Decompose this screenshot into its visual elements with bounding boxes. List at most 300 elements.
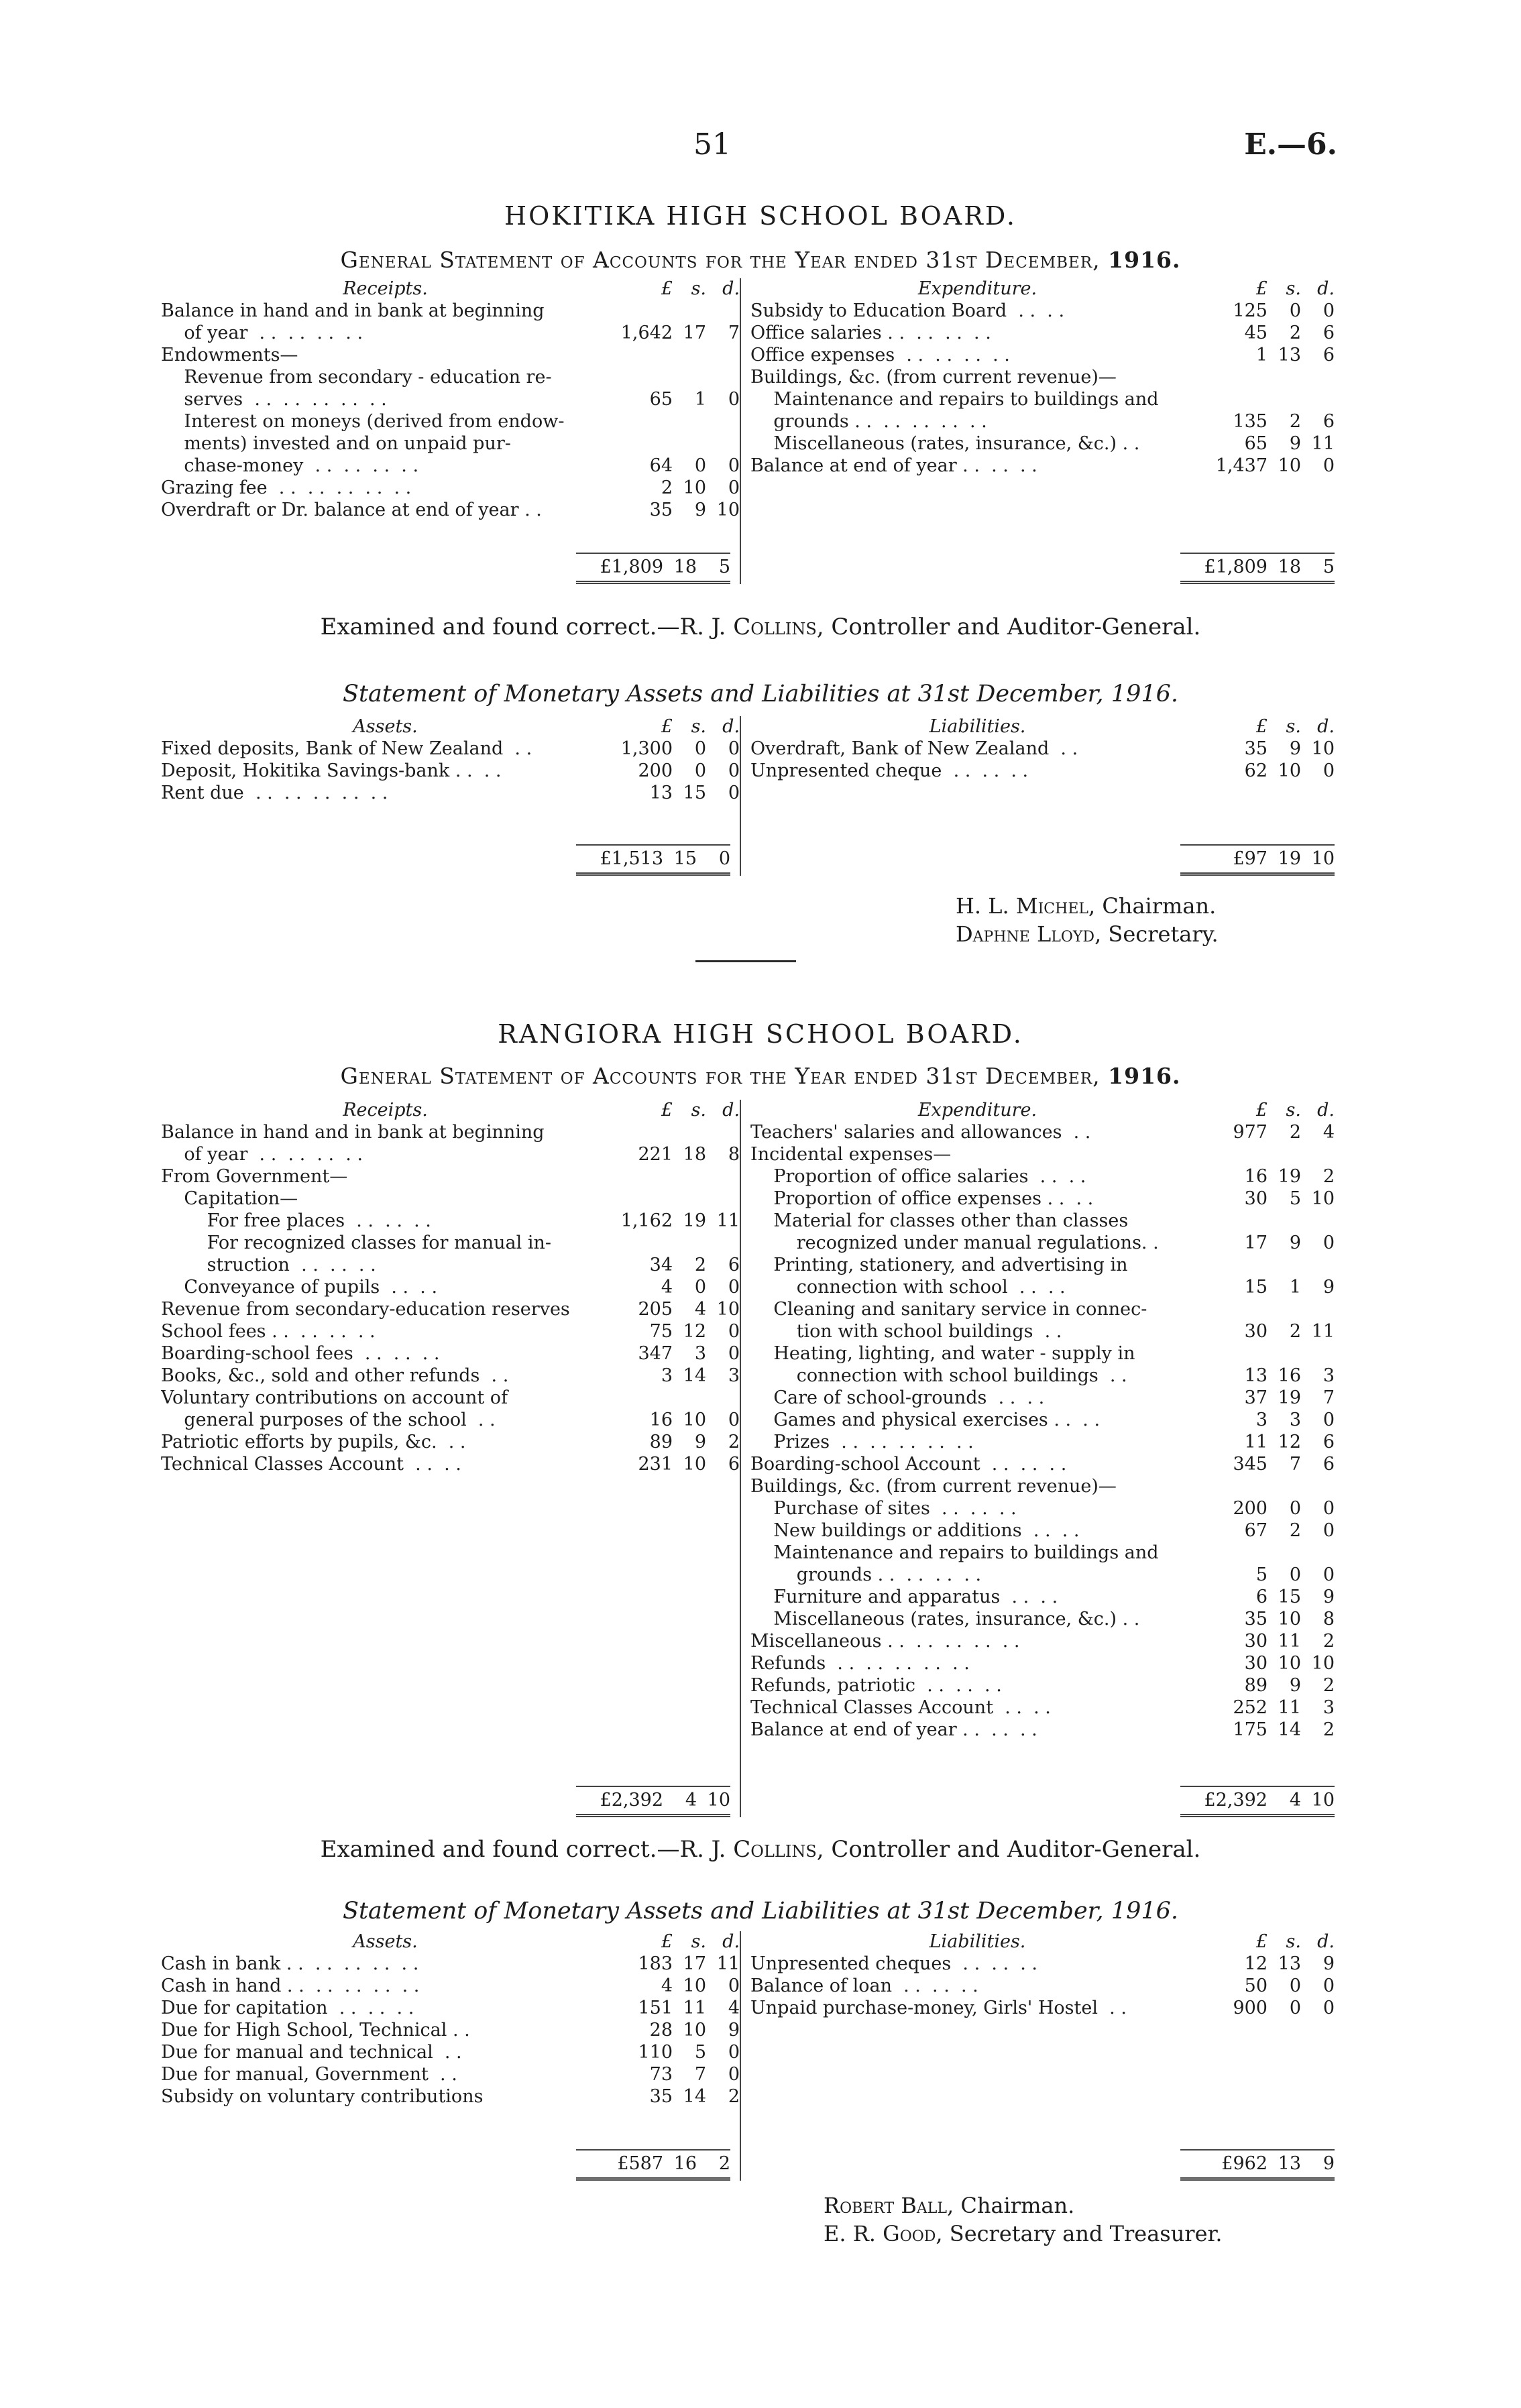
- amount-pounds: 231: [638, 1454, 673, 1475]
- line-amount: [610, 1298, 740, 1320]
- amount-pounds: 11: [1244, 1432, 1268, 1452]
- account-line: [750, 300, 1335, 322]
- line-amount: [1204, 1409, 1335, 1431]
- line-amount: [1204, 1276, 1335, 1298]
- amount-shillings: 9: [694, 500, 707, 520]
- amount-pence: 9: [1322, 1587, 1335, 1607]
- line-description: Maintenance and repairs to buildings and: [750, 389, 1159, 410]
- amount-shillings: 0: [1289, 1498, 1301, 1519]
- line-description: Cash in hand . . . . . . . . . .: [161, 1975, 420, 1996]
- account-line: [161, 344, 740, 366]
- line-amount: [610, 1276, 740, 1298]
- line-amount: [610, 1143, 740, 1165]
- amount-pounds: 64: [649, 455, 673, 476]
- hokitika-liabilities-list: [750, 738, 1335, 782]
- line-description: Balance of loan . . . . . .: [750, 1975, 978, 1996]
- amount-shillings: 10: [683, 1975, 707, 1996]
- amount-pence: 4: [1322, 1122, 1335, 1143]
- line-amount: [1204, 1719, 1335, 1741]
- account-line: [750, 1188, 1335, 1210]
- line-description: Refunds, patriotic . . . . . .: [750, 1675, 1002, 1696]
- account-line: [750, 1497, 1335, 1520]
- amount-pence: 0: [728, 389, 740, 410]
- line-amount: [1204, 1431, 1335, 1453]
- amount-pence: 0: [728, 738, 740, 759]
- amount-pounds: 30: [1244, 1321, 1268, 1342]
- account-line: [161, 1387, 740, 1409]
- line-description: Balance in hand and in bank at beginning: [161, 300, 545, 321]
- account-line: [750, 1165, 1335, 1188]
- amount-pence: 0: [1322, 1564, 1335, 1585]
- account-line: [750, 1453, 1335, 1475]
- line-description: Fixed deposits, Bank of New Zealand . .: [161, 738, 532, 759]
- rangiora-liabilities-header: Liabilities. £ s. d.: [929, 1931, 1335, 1952]
- line-description: Unpresented cheques . . . . . .: [750, 1953, 1037, 1974]
- account-line: [161, 455, 740, 477]
- amount-pence: 3: [1322, 1697, 1335, 1718]
- account-line: [750, 410, 1335, 433]
- line-description: Capitation—: [161, 1188, 298, 1209]
- amount-pence: 6: [728, 1454, 740, 1475]
- account-line: [161, 477, 740, 499]
- amount-pence: 0: [728, 783, 740, 803]
- amount-pence: 0: [1322, 1975, 1335, 1996]
- amount-shillings: 9: [1289, 738, 1301, 759]
- account-line: [161, 410, 740, 433]
- account-line: [161, 760, 740, 782]
- line-description: Games and physical exercises . . . .: [750, 1410, 1101, 1430]
- line-amount: [610, 1365, 740, 1387]
- line-amount: [1204, 322, 1335, 344]
- hokitika-subtitle-text: General Statement of Accounts for the Year ended 31st December,: [340, 247, 1101, 273]
- line-description: Rent due . . . . . . . . . .: [161, 783, 388, 803]
- account-line: [750, 1630, 1335, 1652]
- amount-pounds: 3: [1255, 1410, 1268, 1430]
- account-line: [750, 344, 1335, 366]
- rangiora-expenditure-column: [741, 1100, 1335, 1817]
- amount-shillings: 0: [694, 760, 707, 781]
- account-line: [750, 1975, 1335, 1997]
- amount-pence: 0: [728, 1410, 740, 1430]
- line-amount: [610, 2063, 740, 2085]
- amount-shillings: 5: [1289, 1188, 1301, 1209]
- amount-shillings: 0: [694, 1277, 707, 1298]
- line-description: Subsidy on voluntary contributions: [161, 2086, 484, 2107]
- account-line: [161, 1121, 740, 1143]
- line-description: Printing, stationery, and advertising in: [750, 1255, 1128, 1275]
- hokitika-assets-header: Assets. £ s. d.: [353, 716, 740, 737]
- amount-shillings: 2: [1289, 1321, 1301, 1342]
- line-amount: [1204, 1630, 1335, 1652]
- line-amount: [1204, 1188, 1335, 1210]
- line-description: Balance at end of year . . . . . .: [750, 1719, 1037, 1740]
- account-line: [750, 1586, 1335, 1608]
- amount-pence: 6: [728, 1255, 740, 1275]
- line-amount: [610, 2019, 740, 2041]
- account-line: [161, 2063, 740, 2085]
- line-description: Balance in hand and in bank at beginning: [161, 1122, 545, 1143]
- hokitika-expenditure-list: [750, 300, 1335, 477]
- amount-pence: 7: [1322, 1387, 1335, 1408]
- account-line: [161, 1188, 740, 1210]
- line-amount: [610, 782, 740, 804]
- account-line: [750, 1652, 1335, 1674]
- amount-pounds: 65: [1244, 433, 1268, 454]
- amount-pence: 6: [1322, 345, 1335, 365]
- line-description: Balance at end of year . . . . . .: [750, 455, 1037, 476]
- amount-pence: 0: [728, 1975, 740, 1996]
- line-description: Proportion of office expenses . . . .: [750, 1188, 1094, 1209]
- line-description: Buildings, &c. (from current revenue)—: [750, 1476, 1117, 1497]
- rangiora-title: RANGIORA HIGH SCHOOL BOARD.: [498, 1019, 1023, 1049]
- amount-pence: 2: [1322, 1166, 1335, 1187]
- section-divider: [695, 960, 796, 962]
- line-amount: [1204, 455, 1335, 477]
- account-line: [750, 1542, 1335, 1564]
- rangiora-assets-title: Statement of Monetary Assets and Liabilities at 31st December, 1916.: [342, 1898, 1179, 1925]
- amount-pence: 10: [1311, 1188, 1335, 1209]
- line-description: Patriotic efforts by pupils, &c. . .: [161, 1432, 466, 1452]
- amount-shillings: 0: [1289, 1998, 1301, 2018]
- account-line: [750, 1674, 1335, 1697]
- account-line: [161, 322, 740, 344]
- amount-shillings: 2: [1289, 1122, 1301, 1143]
- amount-pounds: 30: [1244, 1653, 1268, 1674]
- line-description: Books, &c., sold and other refunds . .: [161, 1365, 509, 1386]
- line-description: Technical Classes Account . . . .: [750, 1697, 1051, 1718]
- amount-pounds: 4: [661, 1277, 673, 1298]
- line-amount: [610, 1320, 740, 1342]
- amount-pence: 2: [1322, 1719, 1335, 1740]
- amount-pounds: 900: [1233, 1998, 1268, 2018]
- amount-shillings: 2: [1289, 1520, 1301, 1541]
- account-line: [750, 1997, 1335, 2019]
- line-description: Due for manual, Government . .: [161, 2064, 457, 2085]
- hokitika-liabilities-total: £97 19 10: [1180, 844, 1335, 876]
- amount-shillings: 16: [1278, 1365, 1301, 1386]
- amount-pounds: 28: [649, 2020, 673, 2041]
- line-description: Boarding-school fees . . . . . .: [161, 1343, 440, 1364]
- amount-pence: 10: [716, 500, 740, 520]
- amount-pence: 2: [1322, 1675, 1335, 1696]
- amount-pence: 0: [728, 2042, 740, 2063]
- rangiora-liabilities-total: £962 13 9: [1180, 2149, 1335, 2181]
- line-description: Revenue from secondary - education re-: [161, 367, 552, 388]
- hokitika-receipts-header: Receipts. £ s. d.: [343, 278, 740, 299]
- line-description: Due for manual and technical . .: [161, 2042, 462, 2063]
- line-description: Maintenance and repairs to buildings and: [750, 1542, 1159, 1563]
- account-line: [750, 1143, 1335, 1165]
- line-description: Boarding-school Account . . . . . .: [750, 1454, 1067, 1475]
- amount-pounds: 73: [649, 2064, 673, 2085]
- account-line: [161, 782, 740, 804]
- account-line: [750, 1320, 1335, 1342]
- rangiora-liabilities-column: [741, 1931, 1335, 2181]
- amount-pence: 0: [1322, 1520, 1335, 1541]
- line-amount: [610, 1254, 740, 1276]
- amount-pounds: 135: [1233, 411, 1268, 432]
- amount-pounds: 17: [1244, 1232, 1268, 1253]
- line-amount: [610, 1953, 740, 1975]
- amount-pounds: 16: [649, 1410, 673, 1430]
- amount-shillings: 2: [694, 1255, 707, 1275]
- line-description: Endowments—: [161, 345, 298, 365]
- rangiora-assets-column: [161, 1931, 741, 2181]
- line-description: recognized under manual regulations. .: [750, 1232, 1159, 1253]
- amount-shillings: 10: [1278, 760, 1301, 781]
- account-line: [750, 738, 1335, 760]
- line-description: Voluntary contributions on account of: [161, 1387, 508, 1408]
- account-line: [161, 1365, 740, 1387]
- line-description: Prizes . . . . . . . . . .: [750, 1432, 974, 1452]
- line-description: Revenue from secondary-education reserves: [161, 1299, 570, 1320]
- amount-shillings: 7: [1289, 1454, 1301, 1475]
- account-line: [161, 1143, 740, 1165]
- rangiora-assets-total: £587 16 2: [576, 2149, 730, 2181]
- account-line: [161, 1165, 740, 1188]
- line-amount: [1204, 760, 1335, 782]
- amount-shillings: 11: [683, 1998, 707, 2018]
- line-amount: [1204, 1320, 1335, 1342]
- account-line: [750, 1342, 1335, 1365]
- line-amount: [610, 1975, 740, 1997]
- amount-pounds: 6: [1255, 1587, 1268, 1607]
- amount-shillings: 7: [694, 2064, 707, 2085]
- amount-shillings: 14: [683, 1365, 707, 1386]
- line-description: grounds . . . . . . . .: [750, 1564, 982, 1585]
- account-line: [161, 2041, 740, 2063]
- line-description: of year . . . . . . . .: [161, 1144, 363, 1165]
- hokitika-assets-list: [161, 738, 740, 804]
- amount-shillings: 13: [1278, 1953, 1301, 1974]
- amount-pence: 0: [1322, 1410, 1335, 1430]
- amount-shillings: 9: [1289, 1232, 1301, 1253]
- amount-shillings: 0: [694, 455, 707, 476]
- amount-pounds: 35: [1244, 1609, 1268, 1629]
- amount-pence: 8: [1322, 1609, 1335, 1629]
- amount-pence: 0: [1322, 1232, 1335, 1253]
- rangiora-liabilities-list: [750, 1953, 1335, 2019]
- hokitika-assets-liabilities: [161, 716, 1335, 876]
- amount-pounds: 151: [638, 1998, 673, 2018]
- amount-pounds: 1: [1255, 345, 1268, 365]
- account-line: [750, 1121, 1335, 1143]
- amount-pence: 3: [1322, 1365, 1335, 1386]
- amount-pounds: 3: [661, 1365, 673, 1386]
- amount-pence: 0: [728, 477, 740, 498]
- line-description: Grazing fee . . . . . . . . . .: [161, 477, 412, 498]
- amount-pence: 11: [716, 1210, 740, 1231]
- rangiora-assets-liabilities: [161, 1931, 1335, 2181]
- hokitika-receipts-list: [161, 300, 740, 521]
- rangiora-receipts-total: £2,392 4 10: [576, 1786, 730, 1817]
- amount-shillings: 0: [1289, 1564, 1301, 1585]
- amount-shillings: 15: [683, 783, 707, 803]
- hokitika-expenditure-header: Expenditure. £ s. d.: [917, 278, 1335, 299]
- hokitika-signatures: [956, 892, 1219, 948]
- line-description: Incidental expenses—: [750, 1144, 952, 1165]
- account-line: [161, 1210, 740, 1232]
- hokitika-examined-note: Examined and found correct.—R. J. Collins, Controller and Auditor-General.: [320, 614, 1201, 640]
- hokitika-subtitle-year: 1916.: [1108, 247, 1181, 273]
- line-description: Furniture and apparatus . . . .: [750, 1587, 1058, 1607]
- amount-shillings: 14: [683, 2086, 707, 2107]
- hokitika-assets-total: £1,513 15 0: [576, 844, 730, 876]
- rangiora-expenditure-total: £2,392 4 10: [1180, 1786, 1335, 1817]
- amount-pence: 7: [728, 323, 740, 343]
- line-description: Overdraft, Bank of New Zealand . .: [750, 738, 1078, 759]
- amount-shillings: 17: [683, 1953, 707, 1974]
- line-description: For recognized classes for manual in-: [161, 1232, 551, 1253]
- line-description: struction . . . . . .: [161, 1255, 376, 1275]
- rangiora-chairman: Robert Ball, Chairman.: [824, 2193, 1075, 2218]
- amount-pounds: 252: [1233, 1697, 1268, 1718]
- account-line: [161, 1409, 740, 1431]
- amount-pounds: 89: [1244, 1675, 1268, 1696]
- amount-pounds: 62: [1244, 760, 1268, 781]
- line-amount: [1204, 738, 1335, 760]
- account-line: [750, 1520, 1335, 1542]
- hokitika-liabilities-header: Liabilities. £ s. d.: [929, 716, 1335, 737]
- amount-pence: 2: [728, 2086, 740, 2107]
- account-line: [161, 738, 740, 760]
- account-line: [161, 499, 740, 521]
- amount-pounds: 15: [1244, 1277, 1268, 1298]
- amount-pounds: 1,437: [1215, 455, 1268, 476]
- account-line: [161, 1276, 740, 1298]
- rangiora-examined-note: Examined and found correct.—R. J. Collins, Controller and Auditor-General.: [320, 1836, 1201, 1863]
- amount-pence: 0: [1322, 1498, 1335, 1519]
- line-description: tion with school buildings . .: [750, 1321, 1062, 1342]
- rangiora-assets-list: [161, 1953, 740, 2108]
- line-amount: [1204, 344, 1335, 366]
- amount-shillings: 10: [683, 1454, 707, 1475]
- line-amount: [1204, 1497, 1335, 1520]
- amount-shillings: 18: [683, 1144, 707, 1165]
- line-description: Purchase of sites . . . . . .: [750, 1498, 1017, 1519]
- account-line: [750, 1697, 1335, 1719]
- amount-pence: 6: [1322, 411, 1335, 432]
- amount-shillings: 2: [1289, 323, 1301, 343]
- line-amount: [610, 2085, 740, 2108]
- amount-pence: 0: [1322, 1998, 1335, 2018]
- amount-shillings: 10: [683, 477, 707, 498]
- amount-shillings: 10: [1278, 1609, 1301, 1629]
- amount-pence: 0: [728, 1321, 740, 1342]
- account-line: [161, 2085, 740, 2108]
- line-amount: [610, 1453, 740, 1475]
- line-description: Unpresented cheque . . . . . .: [750, 760, 1029, 781]
- amount-pence: 0: [728, 1277, 740, 1298]
- amount-pence: 10: [1311, 1653, 1335, 1674]
- amount-pounds: 205: [638, 1299, 673, 1320]
- line-description: Cleaning and sanitary service in connec-: [750, 1299, 1147, 1320]
- line-amount: [610, 477, 740, 499]
- amount-pence: 4: [728, 1998, 740, 2018]
- line-description: School fees . . . . . . . .: [161, 1321, 376, 1342]
- line-amount: [1204, 1652, 1335, 1674]
- line-amount: [1204, 1674, 1335, 1697]
- rangiora-subtitle: [0, 1063, 1521, 1089]
- amount-shillings: 0: [1289, 1975, 1301, 1996]
- amount-pounds: 16: [1244, 1166, 1268, 1187]
- account-line: [161, 1453, 740, 1475]
- amount-pence: 6: [1322, 323, 1335, 343]
- line-amount: [610, 1431, 740, 1453]
- line-amount: [1204, 1520, 1335, 1542]
- line-amount: [1204, 1697, 1335, 1719]
- account-line: [161, 1298, 740, 1320]
- account-line: [750, 433, 1335, 455]
- rangiora-subtitle-text: General Statement of Accounts for the Year ended 31st December,: [340, 1063, 1101, 1089]
- line-amount: [610, 738, 740, 760]
- rangiora-receipts-list: [161, 1121, 740, 1475]
- line-description: Conveyance of pupils . . . .: [161, 1277, 438, 1298]
- hokitika-liabilities-column: [741, 716, 1335, 876]
- account-line: [750, 1298, 1335, 1320]
- amount-pounds: 183: [638, 1953, 673, 1974]
- line-amount: [1204, 1564, 1335, 1586]
- line-amount: [1204, 1608, 1335, 1630]
- account-line: [750, 1953, 1335, 1975]
- line-description: serves . . . . . . . . . .: [161, 389, 387, 410]
- document-code: E.—6.: [1244, 127, 1337, 162]
- amount-shillings: 5: [694, 2042, 707, 2063]
- amount-shillings: 4: [694, 1299, 707, 1320]
- amount-pence: 0: [1322, 760, 1335, 781]
- line-amount: [1204, 1997, 1335, 2019]
- line-amount: [1204, 433, 1335, 455]
- line-description: Technical Classes Account . . . .: [161, 1454, 461, 1475]
- line-description: Refunds . . . . . . . . . .: [750, 1653, 970, 1674]
- amount-shillings: 19: [1278, 1387, 1301, 1408]
- amount-pounds: 30: [1244, 1188, 1268, 1209]
- account-line: [750, 1276, 1335, 1298]
- hokitika-title: HOKITIKA HIGH SCHOOL BOARD.: [504, 201, 1017, 231]
- account-line: [750, 1431, 1335, 1453]
- line-amount: [610, 1342, 740, 1365]
- amount-pence: 9: [728, 2020, 740, 2041]
- account-line: [161, 2019, 740, 2041]
- amount-shillings: 15: [1278, 1587, 1301, 1607]
- amount-pence: 6: [1322, 1432, 1335, 1452]
- amount-pence: 10: [716, 1299, 740, 1320]
- amount-pounds: 2: [661, 477, 673, 498]
- amount-pence: 9: [1322, 1277, 1335, 1298]
- line-description: Deposit, Hokitika Savings-bank . . . .: [161, 760, 502, 781]
- amount-pounds: 345: [1233, 1454, 1268, 1475]
- amount-pounds: 89: [649, 1432, 673, 1452]
- line-amount: [610, 1409, 740, 1431]
- rangiora-secretary: E. R. Good, Secretary and Treasurer.: [824, 2221, 1223, 2246]
- amount-shillings: 10: [683, 2020, 707, 2041]
- line-description: Teachers' salaries and allowances . .: [750, 1122, 1091, 1143]
- amount-pence: 8: [728, 1144, 740, 1165]
- hokitika-expenditure-column: [741, 278, 1335, 584]
- account-line: [750, 1254, 1335, 1276]
- account-line: [750, 1387, 1335, 1409]
- line-description: Heating, lighting, and water - supply in: [750, 1343, 1135, 1364]
- hokitika-secretary: Daphne Lloyd, Secretary.: [956, 921, 1219, 947]
- account-line: [750, 1475, 1335, 1497]
- line-amount: [610, 2041, 740, 2063]
- line-description: Overdraft or Dr. balance at end of year . .: [161, 500, 542, 520]
- line-amount: [1204, 1387, 1335, 1409]
- amount-shillings: 10: [1278, 1653, 1301, 1674]
- amount-shillings: 12: [683, 1321, 707, 1342]
- account-line: [161, 300, 740, 322]
- amount-shillings: 11: [1278, 1631, 1301, 1652]
